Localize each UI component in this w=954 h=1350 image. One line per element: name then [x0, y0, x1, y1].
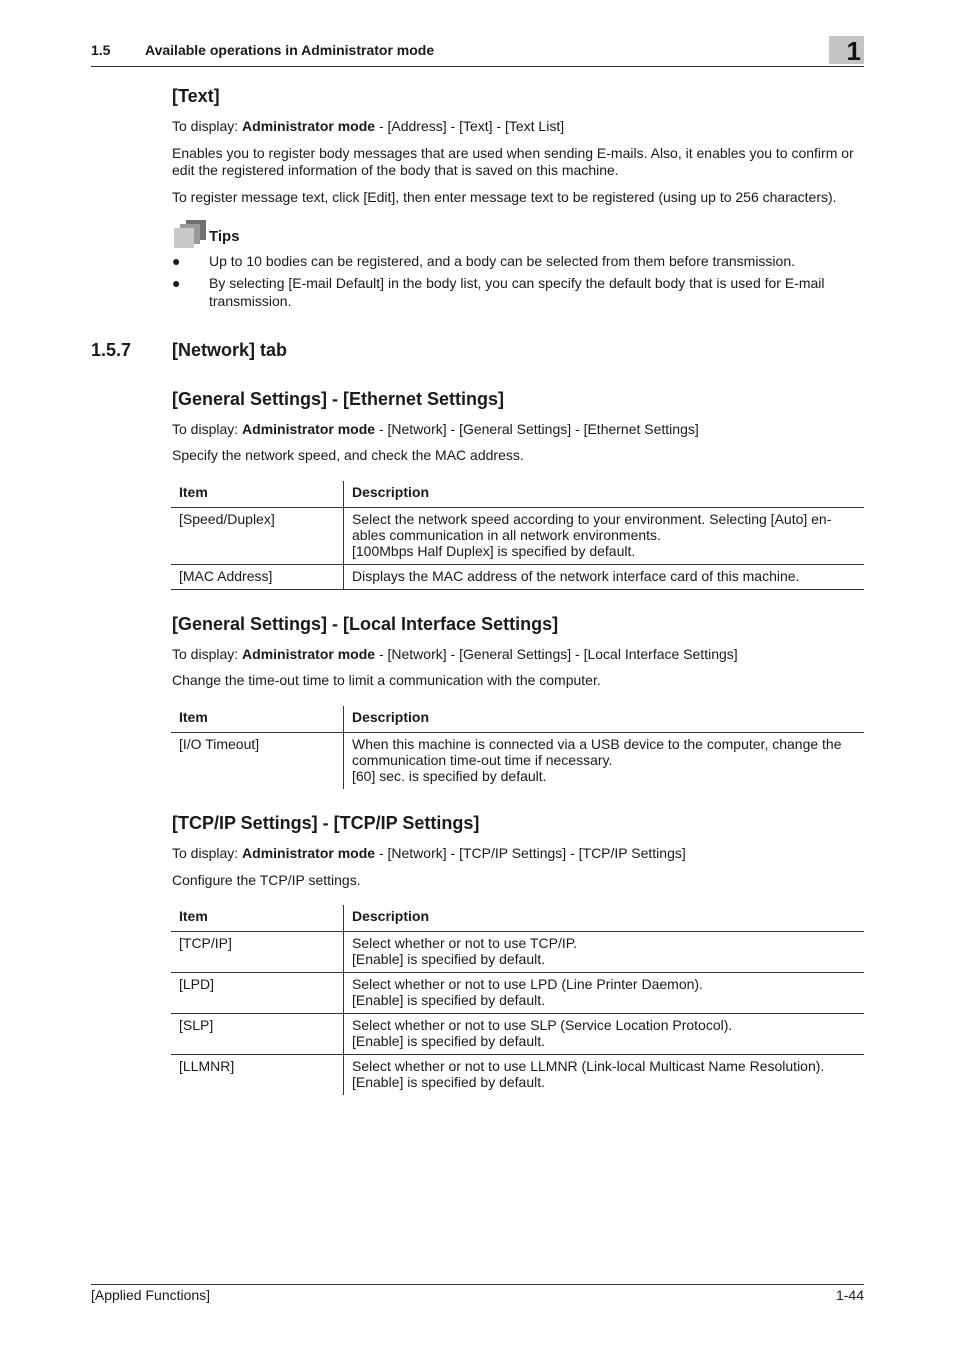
text-description-2: To register message text, click [Edit], then enter message text to be registered (using up to 256 characters).	[172, 189, 837, 205]
ethernet-settings-heading: [General Settings] - [Ethernet Settings]	[172, 389, 505, 409]
tips-label: Tips	[209, 228, 240, 245]
local-interface-display-path: To display: Administrator mode - [Network] - [General Settings] - [Local Interface Settings]	[172, 646, 738, 662]
table-header-row: Item Description	[171, 706, 864, 733]
tcpip-display-path: To display: Administrator mode - [Network] - [TCP/IP Settings] - [TCP/IP Settings]	[172, 845, 686, 861]
footer-manual-name: [Applied Functions]	[91, 1287, 211, 1303]
table-row: [MAC Address] Displays the MAC address of the network interface card of this machine.	[171, 565, 864, 590]
header-section-number: 1.5	[91, 42, 111, 58]
text-description-1: Enables you to register body messages that are used when sending E-mails. Also, it enables you to confirm or edit the registered information of the body that is saved on this machine.	[172, 145, 854, 178]
table-row: [I/O Timeout] When this machine is connected via a USB device to the computer, change the communication time-out time if necessary. [60] sec. is specified by default.	[171, 733, 864, 790]
ethernet-display-path: To display: Administrator mode - [Network] - [General Settings] - [Ethernet Settings]	[172, 421, 699, 437]
chapter-number-badge: 1	[829, 36, 864, 64]
bullet-icon: ●	[172, 253, 181, 269]
table-header-row: Item Description	[171, 481, 864, 508]
table-header-row: Item Description	[171, 905, 864, 932]
table-row: [LLMNR] Select whether or not to use LLMNR (Link-local Multicast Name Resolution). [Enable] is specified by default.	[171, 1055, 864, 1096]
table-row: [SLP] Select whether or not to use SLP (Service Location Protocol). [Enable] is specified by default.	[171, 1014, 864, 1055]
header-section-title: Available operations in Administrator mode	[145, 42, 435, 58]
table-row: [LPD] Select whether or not to use LPD (Line Printer Daemon). [Enable] is specified by default.	[171, 973, 864, 1014]
ethernet-settings-table	[171, 481, 864, 590]
bullet-icon: ●	[172, 275, 181, 291]
page-footer	[91, 1284, 864, 1303]
ethernet-description: Specify the network speed, and check the MAC address.	[172, 447, 524, 463]
tcpip-settings-table	[171, 905, 864, 1095]
footer-page-number: 1-44	[835, 1287, 864, 1303]
page-header	[91, 38, 864, 67]
local-interface-table	[171, 706, 864, 789]
tips-icon	[172, 220, 208, 250]
table-row: [Speed/Duplex] Select the network speed according to your environment. Selecting [Auto] en- ables communication in all network environments. [100Mbps Half Duplex] is specified by default.	[171, 508, 864, 565]
table-row: [TCP/IP] Select whether or not to use TCP/IP. [Enable] is specified by default.	[171, 932, 864, 973]
network-tab-heading: 1.5.7 [Network] tab	[91, 340, 288, 360]
local-interface-heading: [General Settings] - [Local Interface Settings]	[172, 614, 559, 634]
tcpip-settings-heading: [TCP/IP Settings] - [TCP/IP Settings]	[172, 813, 480, 833]
text-section-heading: [Text]	[172, 86, 220, 106]
text-display-path: To display: Administrator mode - [Address] - [Text] - [Text List]	[172, 118, 565, 134]
local-interface-description: Change the time-out time to limit a communication with the computer.	[172, 672, 601, 688]
tcpip-description: Configure the TCP/IP settings.	[172, 872, 361, 888]
